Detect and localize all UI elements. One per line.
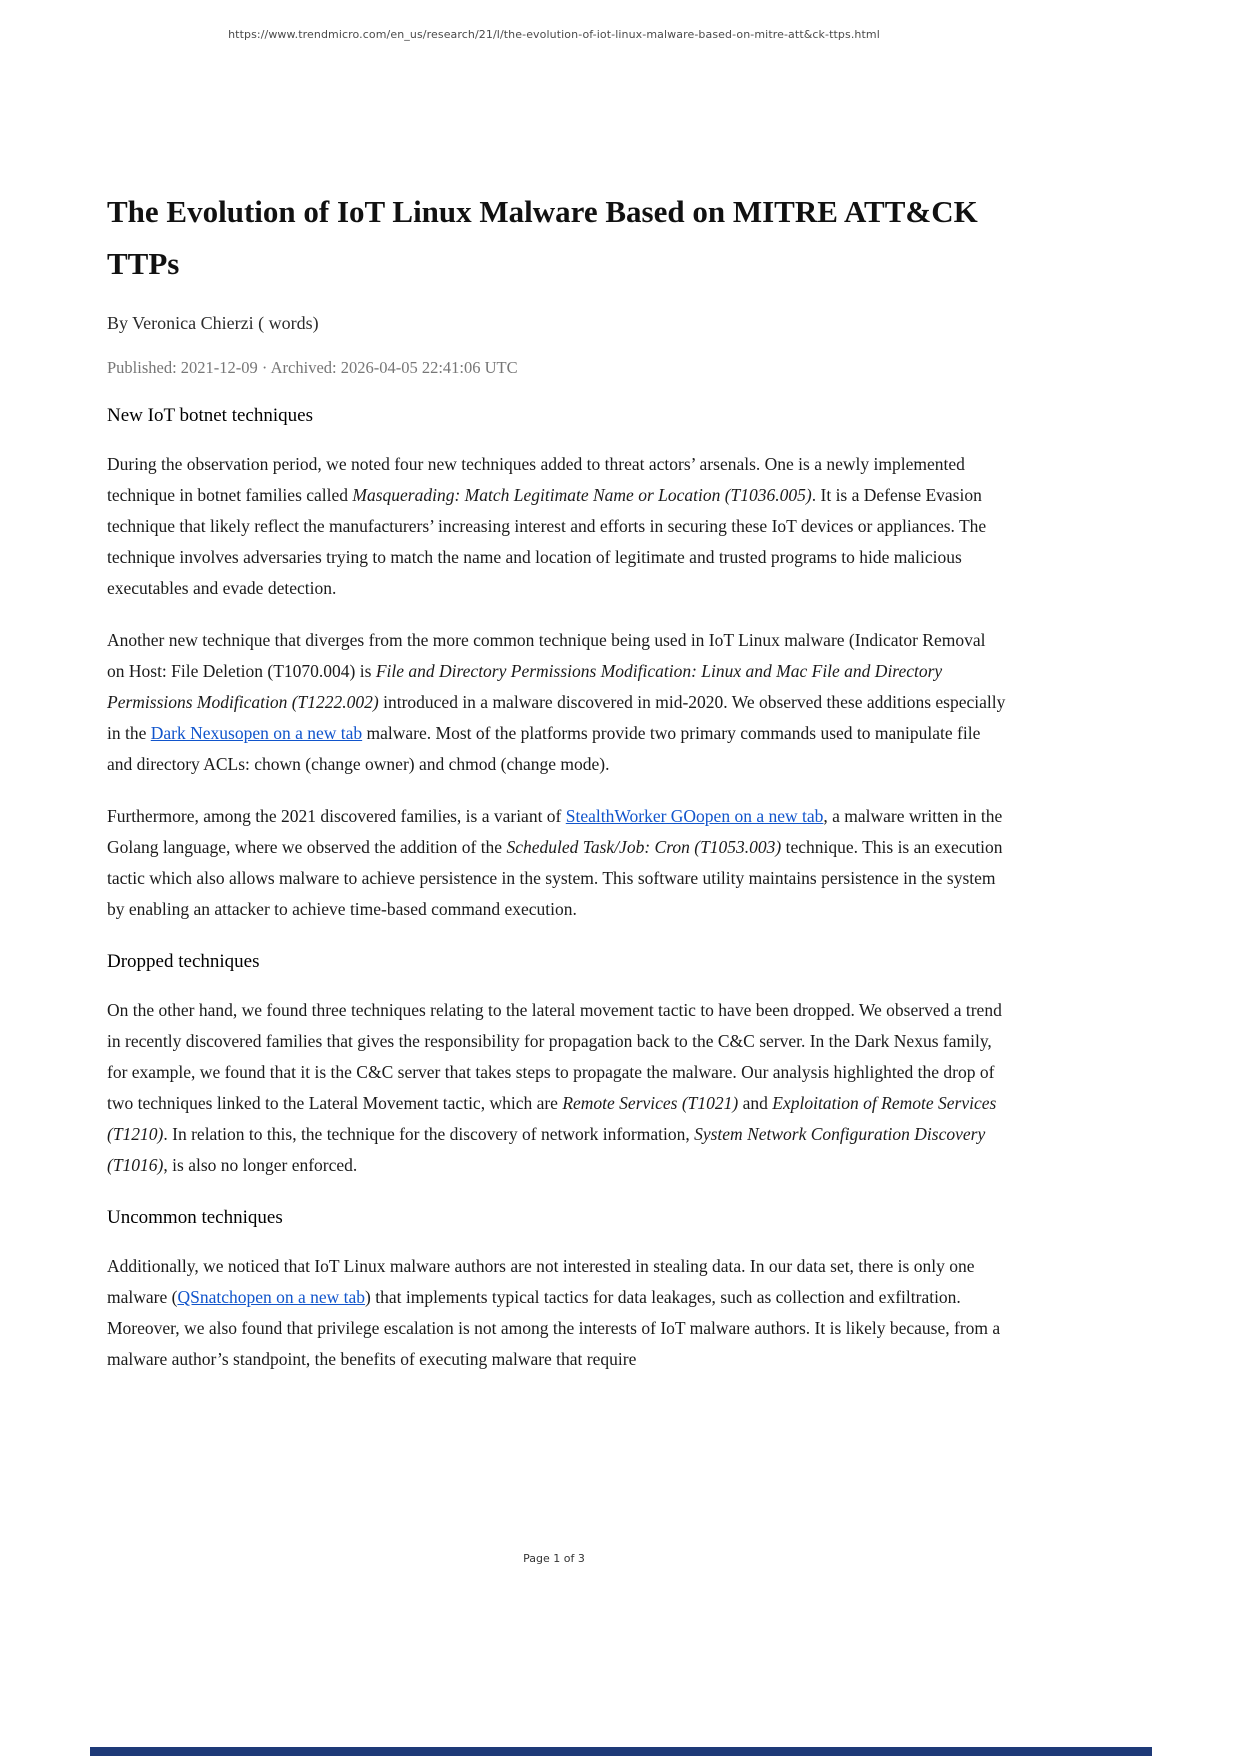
section-heading-dropped-techniques: Dropped techniques [107, 951, 260, 972]
publish-meta: Published: 2021-12-09 · Archived: 2026-04-05 22:41:06 UTC [107, 358, 518, 377]
article-title: The Evolution of IoT Linux Malware Based on MITRE ATT&CK TTPs [107, 194, 978, 281]
text-segment: . In relation to this, the technique for the discovery of network information, [163, 1124, 695, 1144]
technique-name-masquerading: Masquerading: Match Legitimate Name or Location (T1036.005) [352, 485, 812, 505]
text-segment: malware. Most of the platforms provide two primary commands used to manipulate file and directory ACLs: chown (change owner) and chmod (change mode). [107, 723, 981, 774]
technique-name-remote-services: Remote Services (T1021) [562, 1093, 739, 1113]
paragraph-new-techniques-3 [107, 801, 1007, 925]
page-footer: Page 1 of 3 [523, 1552, 585, 1565]
text-segment: Another new technique that diverges from the more common technique being used in IoT Linux malware (Indicator Removal on Host: File Deletion (T1070.004) is [107, 630, 986, 681]
section-heading-uncommon-techniques: Uncommon techniques [107, 1207, 283, 1228]
byline: By Veronica Chierzi ( words) [107, 313, 319, 333]
technique-name-exploitation-remote-services: Exploitation of Remote Services (T1210) [107, 1093, 997, 1144]
technique-name-permissions-modification: File and Directory Permissions Modification: Linux and Mac File and Directory Permissions Modification (T1222.002) [107, 661, 943, 712]
text-segment: and [738, 1093, 773, 1113]
text-segment: Additionally, we noticed that IoT Linux malware authors are not interested in stealing data. In our data set, there is only one malware ( [107, 1256, 975, 1307]
paragraph-new-techniques-1 [107, 449, 1007, 604]
next-page-top-edge [90, 1747, 1152, 1756]
print-header-url: https://www.trendmicro.com/en_us/research/21/l/the-evolution-of-iot-linux-malware-based-on-mitre-att&ck-ttps.html [228, 28, 880, 41]
text-segment: During the observation period, we noted four new techniques added to threat actors’ arsenals. One is a newly implemented technique in botnet families called [107, 454, 965, 505]
text-segment: ) that implements typical tactics for data leakages, such as collection and exfiltration. Moreover, we also found that privilege escalation is not among the interests of IoT malware authors. It is likely because, from a malware author’s standpoint, the benefits of executing malware that require [107, 1287, 1001, 1369]
text-segment: On the other hand, we found three techniques relating to the lateral movement tactic to have been dropped. We observed a trend in recently discovered families that gives the responsibility for propagation back to the C&C server. In the Dark Nexus family, for example, we found that it is the C&C server that takes steps to propagate the malware. Our analysis highlighted the drop of two techniques linked to the Lateral Movement tactic, which are [107, 1000, 1002, 1113]
text-segment: technique. This is an execution tactic which also allows malware to achieve persistence in the system. This software utility maintains persistence in the system by enabling an attacker to achieve time-based command execution. [107, 837, 1003, 919]
technique-name-scheduled-task-cron: Scheduled Task/Job: Cron (T1053.003) [506, 837, 782, 857]
text-segment: Furthermore, among the 2021 discovered families, is a variant of [107, 806, 566, 826]
text-segment: , is also no longer enforced. [163, 1155, 358, 1175]
link-stealthworker-go[interactable]: StealthWorker GOopen on a new tab [565, 806, 824, 826]
paragraph-uncommon-techniques [107, 1251, 1007, 1375]
paragraph-dropped-techniques [107, 995, 1007, 1181]
technique-name-network-configuration-discovery: System Network Configuration Discovery (T1016) [107, 1124, 986, 1175]
section-heading-new-iot-botnet-techniques: New IoT botnet techniques [107, 405, 313, 426]
text-segment: . It is a Defense Evasion technique that likely reflect the manufacturers’ increasing interest and efforts in securing these IoT devices or appliances. The technique involves adversaries trying to match the name and location of legitimate and trusted programs to hide malicious executables and evade detection. [107, 485, 987, 598]
text-segment: , a malware written in the Golang language, where we observed the addition of the [107, 806, 1003, 857]
link-qsnatch[interactable]: QSnatchopen on a new tab [177, 1287, 366, 1307]
link-dark-nexus[interactable]: Dark Nexusopen on a new tab [150, 723, 363, 743]
paragraph-new-techniques-2 [107, 625, 1007, 780]
page-content [107, 0, 1007, 1396]
text-segment: introduced in a malware discovered in mid-2020. We observed these additions especially in the [107, 692, 1006, 743]
